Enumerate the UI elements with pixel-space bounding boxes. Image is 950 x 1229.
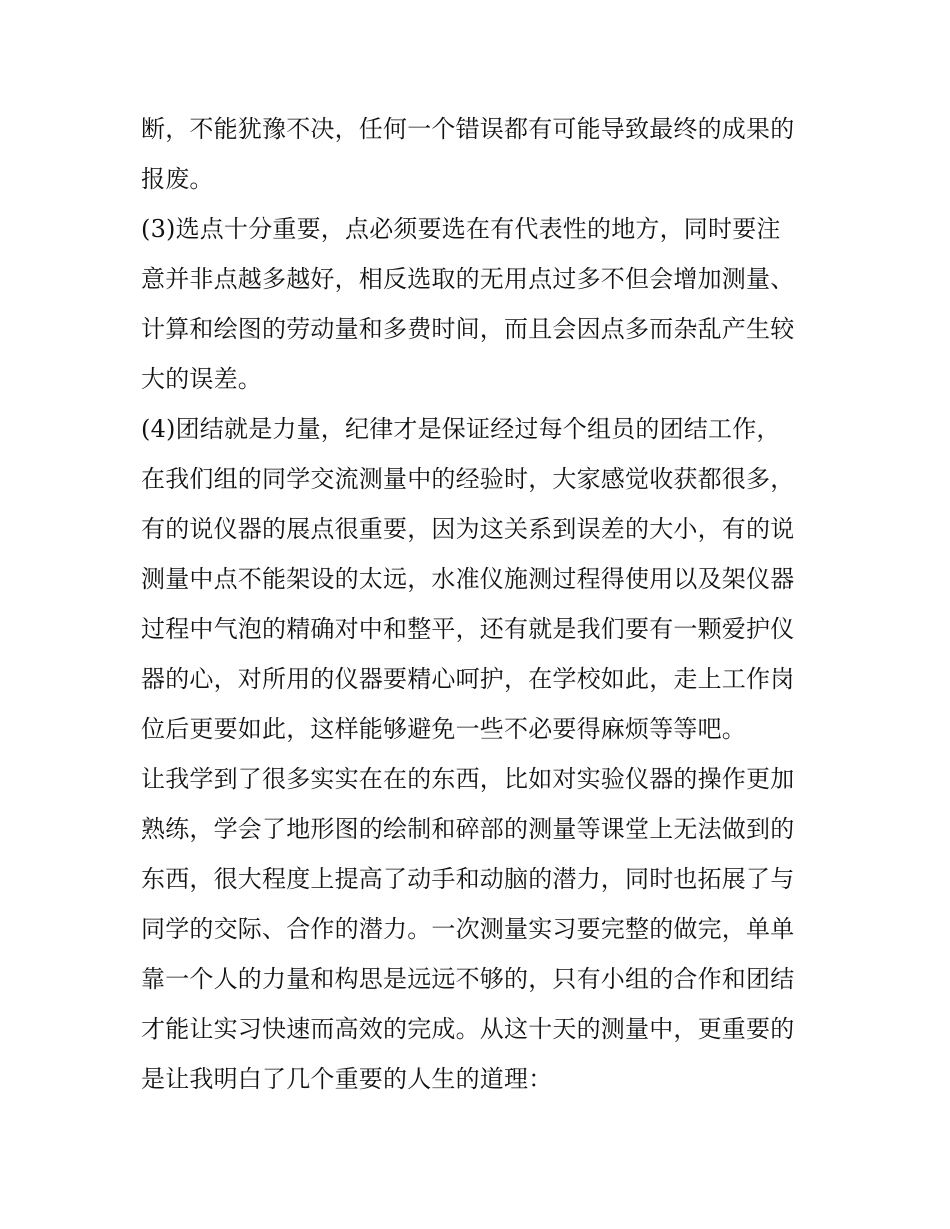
text-line: 熟练，学会了地形图的绘制和碎部的测量等课堂上无法做到的 — [141, 815, 795, 843]
text-line: 测量中点不能架设的太远，水准仪施测过程得使用以及架仪器 — [141, 565, 795, 593]
text-line: 意并非点越多越好，相反选取的无用点过多不但会增加测量、 — [141, 265, 795, 293]
text-line: 报废。 — [141, 165, 214, 193]
text-line: 位后更要如此，这样能够避免一些不必要得麻烦等等吧。 — [141, 715, 746, 743]
text-line: 断，不能犹豫不决，任何一个错误都有可能导致最终的成果的 — [141, 115, 795, 143]
text-line: 大的误差。 — [141, 365, 262, 393]
text-line: 在我们组的同学交流测量中的经验时，大家感觉收获都很多， — [141, 465, 795, 493]
text-line: 让我学到了很多实实在在的东西，比如对实验仪器的操作更加 — [141, 765, 795, 793]
text-line: 东西，很大程度上提高了动手和动脑的潜力，同时也拓展了与 — [141, 865, 795, 893]
text-line: 才能让实习快速而高效的完成。从这十天的测量中，更重要的 — [141, 1015, 795, 1043]
text-line: 计算和绘图的劳动量和多费时间，而且会因点多而杂乱产生较 — [141, 315, 795, 343]
text-line: (3)选点十分重要，点必须要选在有代表性的地方，同时要注 — [141, 215, 781, 243]
text-line: 过程中气泡的精确对中和整平，还有就是我们要有一颗爱护仪 — [141, 615, 795, 643]
text-line: 同学的交际、合作的潜力。一次测量实习要完整的做完，单单 — [141, 915, 795, 943]
text-line: 器的心，对所用的仪器要精心呵护，在学校如此，走上工作岗 — [141, 665, 795, 693]
document-body — [141, 104, 821, 1104]
text-line: 有的说仪器的展点很重要，因为这关系到误差的大小，有的说 — [141, 515, 795, 543]
text-line: (4)团结就是力量，纪律才是保证经过每个组员的团结工作， — [141, 415, 781, 443]
text-line: 靠一个人的力量和构思是远远不够的，只有小组的合作和团结 — [141, 965, 795, 993]
text-line: 是让我明白了几个重要的人生的道理： — [141, 1065, 553, 1093]
